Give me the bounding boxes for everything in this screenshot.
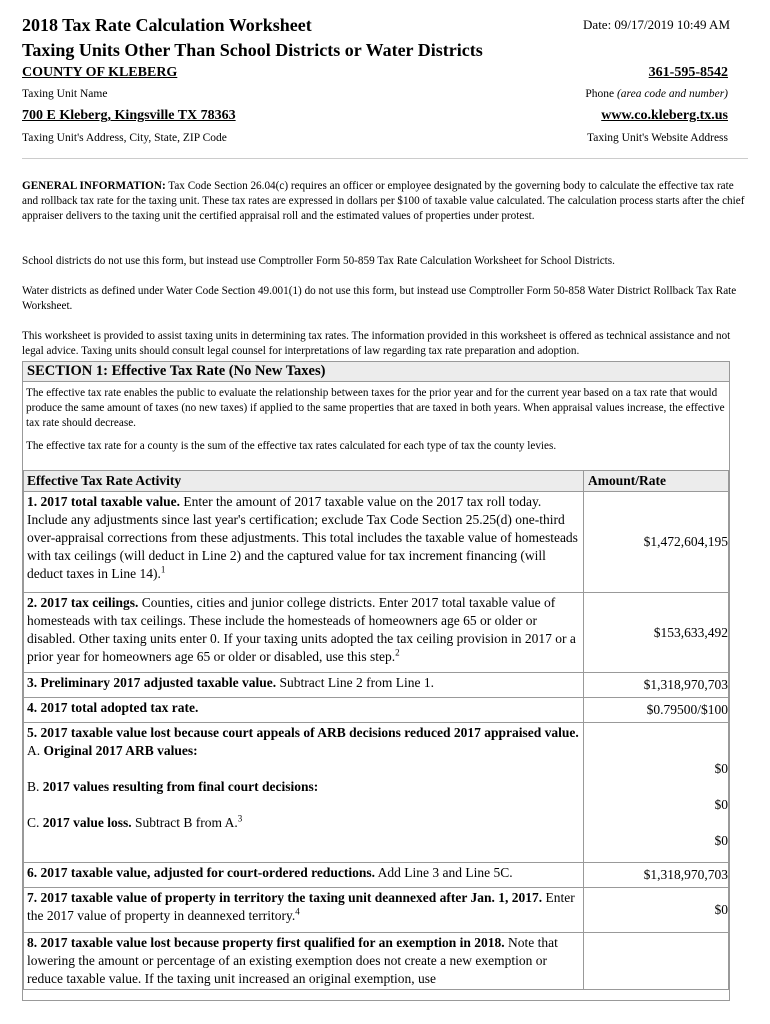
unit-name-caption: Taxing Unit Name [22,88,108,100]
taxing-unit-name: COUNTY OF KLEBERG [22,65,178,80]
col-amount-header: Amount/Rate [584,471,729,492]
row-desc: 2. 2017 tax ceilings. Counties, cities and junior college districts. Enter 2017 total taxable value of homesteads with tax ceilings. These include the homesteads of homeowners age 65 or older or disabled. Other taxing units enter 0. If your taxing units adopted the tax ceiling provision in 2017 or a prior year for homeowners age 65 or older or disabled, use this step.$^2$ [24,593,584,673]
worksheet-subtitle: Taxing Units Other Than School Districts or Water Districts [22,40,483,60]
phone-caption: Phone (area code and number) [585,88,728,100]
table-row [24,723,729,863]
row-amount: $1,318,970,703 [584,673,729,698]
row-amount: $0 [714,761,728,776]
address-caption: Taxing Unit's Address, City, State, ZIP Code [22,132,227,144]
row-amount: $1,318,970,703 [584,863,729,888]
table-row [24,593,729,673]
general-info-p4: This worksheet is provided to assist taxing units in determining tax rates. The information provided in this worksheet is offered as technical assistance and not legal advice. Taxing units should consult legal counsel for interpretations of law regarding tax rate preparation and adoption. [22,330,731,357]
row-desc: 1. 2017 total taxable value. Enter the amount of 2017 taxable value on the 2017 tax roll today. Include any adjustments since last year's certification; exclude Tax Code Section 25.25(d) one-third over-appraisal corrections from these adjustments. This total includes the taxable value of homesteads with tax ceilings (will deduct in Line 2) and the captured value for tax increment financing (will deduct taxes in Line 14).$^1$ [24,492,584,593]
table-row [24,888,729,933]
row-desc: 3. Preliminary 2017 adjusted taxable value. Subtract Line 2 from Line 1. [24,673,584,698]
row-amount: $1,472,604,195 [584,492,729,593]
section-1-intro: The effective tax rate enables the public to evaluate the relationship between taxes for the prior year and for the current year based on a tax rate that would produce the same amount of taxes (no new taxes) if applied to the same properties that are taxed in both years. When appraisal values increase, the effective tax rate should decrease. The effective tax rate for a county is the sum of the effective tax rates calculated for each type of tax the county levies. [26,387,725,452]
row-amount: $0 [584,888,729,933]
section-1-title: SECTION 1: Effective Tax Rate (No New Taxes) [23,362,729,382]
taxing-unit-address: 700 E Kleberg, Kingsville TX 78363 [22,108,236,123]
table-row [24,698,729,723]
row-desc: 5. 2017 taxable value lost because court appeals of ARB decisions reduced 2017 appraised value. A. Original 2017 ARB values: B. 2017 values resulting from final court decisions: C. 2017 value loss. Subtract B from A.$^3$ [24,723,584,863]
general-info-p2: School districts do not use this form, but instead use Comptroller Form 50-859 Tax Rate Calculation Worksheet for School Districts. [22,255,615,267]
table-row [24,933,729,990]
row-amount: $0.79500/$100 [584,698,729,723]
row-desc: 8. 2017 taxable value lost because property first qualified for an exemption in 2018. Note that lowering the amount or percentage of an existing exemption does not create a new exemption or reduce taxable value. If the taxing unit increased an original exemption, use [24,933,584,990]
table-row [24,863,729,888]
table-row [24,673,729,698]
table-header-row [24,471,729,492]
taxing-unit-website: www.co.kleberg.tx.us [601,108,728,123]
row-amount: $0 [714,833,728,848]
website-caption: Taxing Unit's Website Address [587,132,728,144]
row-amount: $153,633,492 [584,593,729,673]
row-desc: 7. 2017 taxable value of property in territory the taxing unit deannexed after Jan. 1, 2017. Enter the 2017 value of property in deannexed territory.$^4$ [24,888,584,933]
header-divider [22,158,748,159]
row-amount-group [584,723,729,863]
col-activity-header: Effective Tax Rate Activity [24,471,584,492]
row-desc: 4. 2017 total adopted tax rate. [24,698,584,723]
general-info-p3: Water districts as defined under Water Code Section 49.001(1) do not use this form, but instead use Comptroller Form 50-858 Water District Rollback Tax Rate Worksheet. [22,285,737,312]
general-info-p1: GENERAL INFORMATION: Tax Code Section 26.04(c) requires an officer or employee designated by the governing body to calculate the effective tax rate and rollback tax rate for the taxing unit. These tax rates are expressed in dollars per $100 of taxable value calculated. The calculation process starts after the chief appraiser delivers to the taxing unit the certified appraisal roll and the estimated values of properties under protest. [22,180,745,222]
table-row [24,492,729,593]
activity-table [23,470,729,990]
worksheet-title: 2018 Tax Rate Calculation Worksheet [22,15,312,35]
row-amount: $0 [714,797,728,812]
row-desc: 6. 2017 taxable value, adjusted for court-ordered reductions. Add Line 3 and Line 5C. [24,863,584,888]
row-amount [584,933,729,990]
worksheet-date: Date: 09/17/2019 10:49 AM [583,17,730,32]
taxing-unit-phone: 361-595-8542 [648,65,728,80]
section-1 [22,361,730,1001]
